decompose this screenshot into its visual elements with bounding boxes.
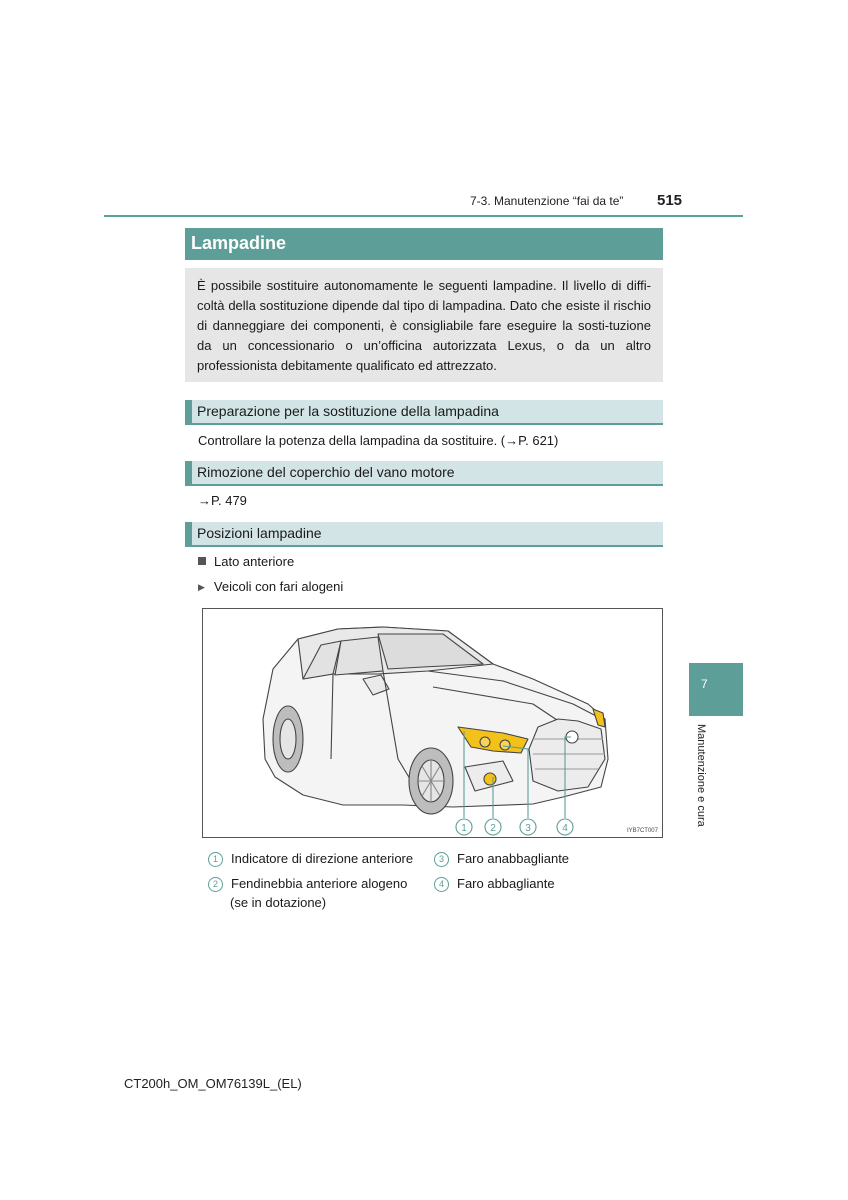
- variant-line: [198, 579, 343, 594]
- legend-number: 1: [208, 852, 223, 867]
- header-rule: [104, 215, 743, 217]
- legend-number: 4: [434, 877, 449, 892]
- section-heading-label: Rimozione del coperchio del vano motore: [197, 464, 455, 480]
- square-bullet-icon: [198, 557, 206, 565]
- callout-4: 4: [562, 823, 568, 834]
- section-body-preparation: Controllare la potenza della lampadina da sostituire. (→P. 621): [198, 433, 559, 448]
- section-heading-positions: [185, 522, 663, 547]
- figure-code: IYB7CT007: [626, 828, 658, 834]
- legend-item-4: [434, 874, 555, 893]
- chapter-tab[interactable]: [689, 663, 743, 716]
- title-bar: [185, 228, 663, 260]
- callout-3: 3: [525, 823, 531, 834]
- section-heading-preparation: [185, 400, 663, 425]
- legend-number: 3: [434, 852, 449, 867]
- car-illustration: [203, 609, 664, 839]
- legend-text: Fendinebbia anteriore alogeno: [231, 876, 408, 891]
- legend-item-3: [434, 849, 569, 868]
- intro-box: [185, 268, 663, 382]
- section-accent: [185, 400, 192, 423]
- triangle-bullet-icon: ▶: [198, 582, 205, 592]
- page-title: Lampadine: [191, 233, 287, 253]
- legend-text: Indicatore di direzione anteriore: [231, 851, 414, 866]
- legend-item-2-note: (se in dotazione): [230, 895, 327, 910]
- legend-item-2: [208, 874, 407, 893]
- section-heading-label: Posizioni lampadine: [197, 525, 322, 541]
- legend-text: Faro abbagliante: [457, 876, 555, 891]
- subsection-label: Lato anteriore: [214, 554, 295, 569]
- legend-item-1: [208, 849, 413, 868]
- intro-text: È possibile sostituire autonomamente le seguenti lampadine. Il livello di diffi-coltà della sostituzione dipende dal tipo di lampadina. Dato che esiste il rischio di danneggiare dei componenti, è consigliabile fare eseguire la sosti-tuzione da un concessionario o un’officina autorizzata Lexus, o da un altro professionista debitamente qualificato ed attrezzato.: [197, 278, 651, 373]
- callout-2: 2: [490, 823, 496, 834]
- subsection-front: [198, 554, 294, 569]
- page-number: 515: [657, 192, 683, 209]
- variant-label: Veicoli con fari alogeni: [213, 579, 344, 594]
- section-accent: [185, 461, 192, 484]
- section-heading-label: Preparazione per la sostituzione della lampadina: [197, 403, 499, 419]
- section-accent: [185, 522, 192, 545]
- section-body-hood: →P. 479: [198, 493, 247, 508]
- chapter-number: 7: [701, 677, 708, 691]
- footer-code: CT200h_OM_OM76139L_(EL): [124, 1076, 302, 1091]
- figure-callouts: [456, 819, 573, 835]
- legend-number: 2: [208, 877, 223, 892]
- section-heading-hood: [185, 461, 663, 486]
- callout-1: 1: [461, 823, 467, 834]
- chapter-label: Manutenzione e cura: [695, 724, 707, 827]
- running-header: 7-3. Manutenzione “fai da te”: [470, 194, 624, 208]
- legend-text: Faro anabbagliante: [457, 851, 570, 866]
- car-figure: [202, 608, 663, 838]
